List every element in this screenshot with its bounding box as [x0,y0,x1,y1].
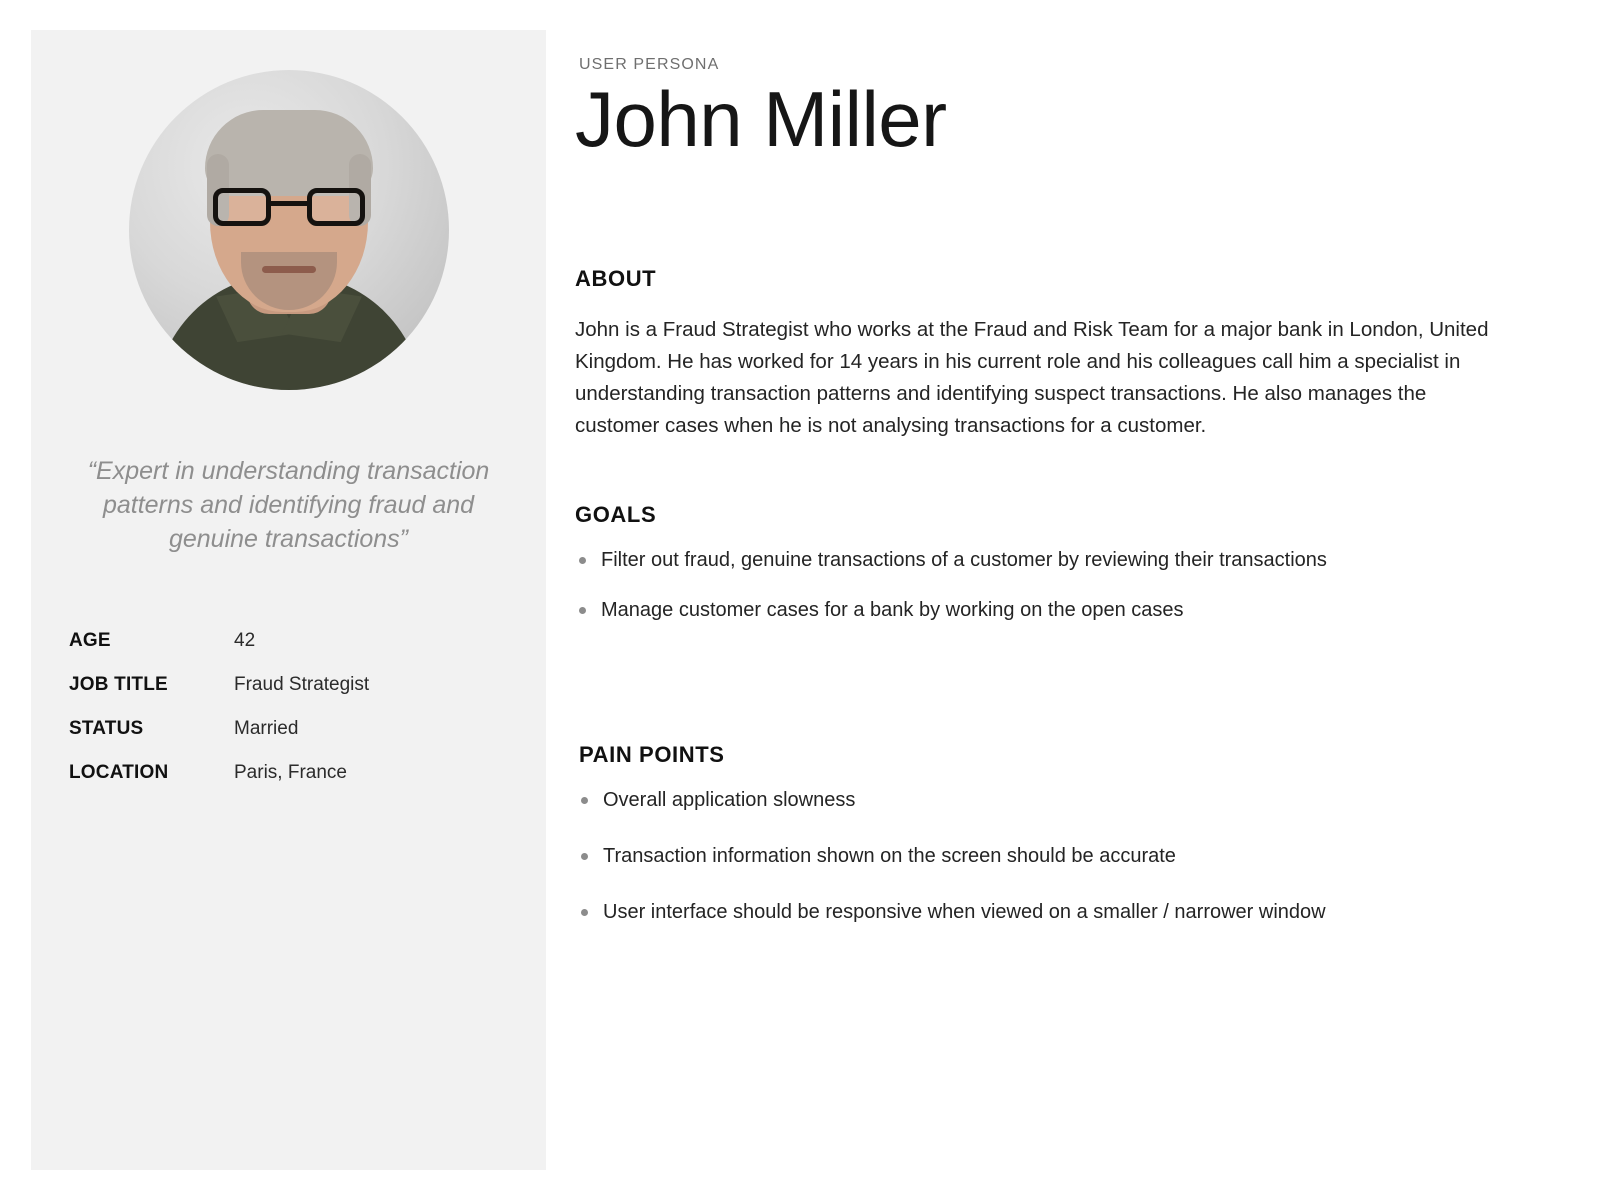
fact-row [69,718,509,740]
fact-row [69,674,509,696]
bullet-icon [581,909,588,916]
fact-value-job-title: Fraud Strategist [234,674,370,695]
pain-points-heading: PAIN POINTS [579,742,725,767]
bullet-icon [581,797,588,804]
fact-row [69,630,509,652]
persona-eyebrow: USER PERSONA [579,56,720,73]
list-item [575,786,1535,814]
about-text: John is a Fraud Strategist who works at the Fraud and Risk Team for a major bank in London, United Kingdom. He has worked for 14 years in his current role and his colleagues call him a specialist in understanding transaction patterns and identifying suspect transactions. He also manages the customer cases when he is not analysing transactions for a customer. [575,318,1489,437]
glasses-icon [213,188,365,228]
fact-value-status: Married [234,718,299,739]
details-panel [575,40,1535,954]
avatar-hair [205,110,373,196]
goals-list [575,546,1535,624]
persona-quote: “Expert in understanding transaction patterns and identifying fraud and genuine transactions” [87,457,490,553]
glasses-lens-left [213,188,271,226]
fact-label-job-title: JOB TITLE [69,674,168,695]
about-heading: ABOUT [575,266,657,291]
list-item [575,898,1535,926]
fact-label-age: AGE [69,630,111,651]
bullet-icon [581,853,588,860]
page-title: John Miller [575,75,947,163]
fact-label-location: LOCATION [69,762,169,783]
avatar-mouth [262,266,316,273]
list-item-label: Filter out fraud, genuine transactions of a customer by reviewing their transactions [601,549,1327,571]
fact-label-status: STATUS [69,718,144,739]
fact-value-age: 42 [234,630,256,651]
about-section [575,266,1535,442]
fact-list [69,630,509,806]
goals-section [575,502,1535,624]
list-item-label: Overall application slowness [603,789,856,811]
pain-points-section [575,742,1535,926]
bullet-icon [579,607,586,614]
list-item-label: User interface should be responsive when viewed on a smaller / narrower window [603,901,1326,923]
list-item [575,546,1535,574]
list-item [575,842,1535,870]
list-item-label: Transaction information shown on the screen should be accurate [603,845,1176,867]
avatar [129,70,449,390]
fact-value-location: Paris, France [234,762,347,783]
pain-points-list [575,786,1535,926]
bullet-icon [579,557,586,564]
glasses-bridge [271,201,307,206]
fact-row [69,762,509,784]
list-item [575,596,1535,624]
glasses-lens-right [307,188,365,226]
profile-panel [31,30,546,1170]
list-item-label: Manage customer cases for a bank by working on the open cases [601,599,1184,621]
goals-heading: GOALS [575,502,657,527]
